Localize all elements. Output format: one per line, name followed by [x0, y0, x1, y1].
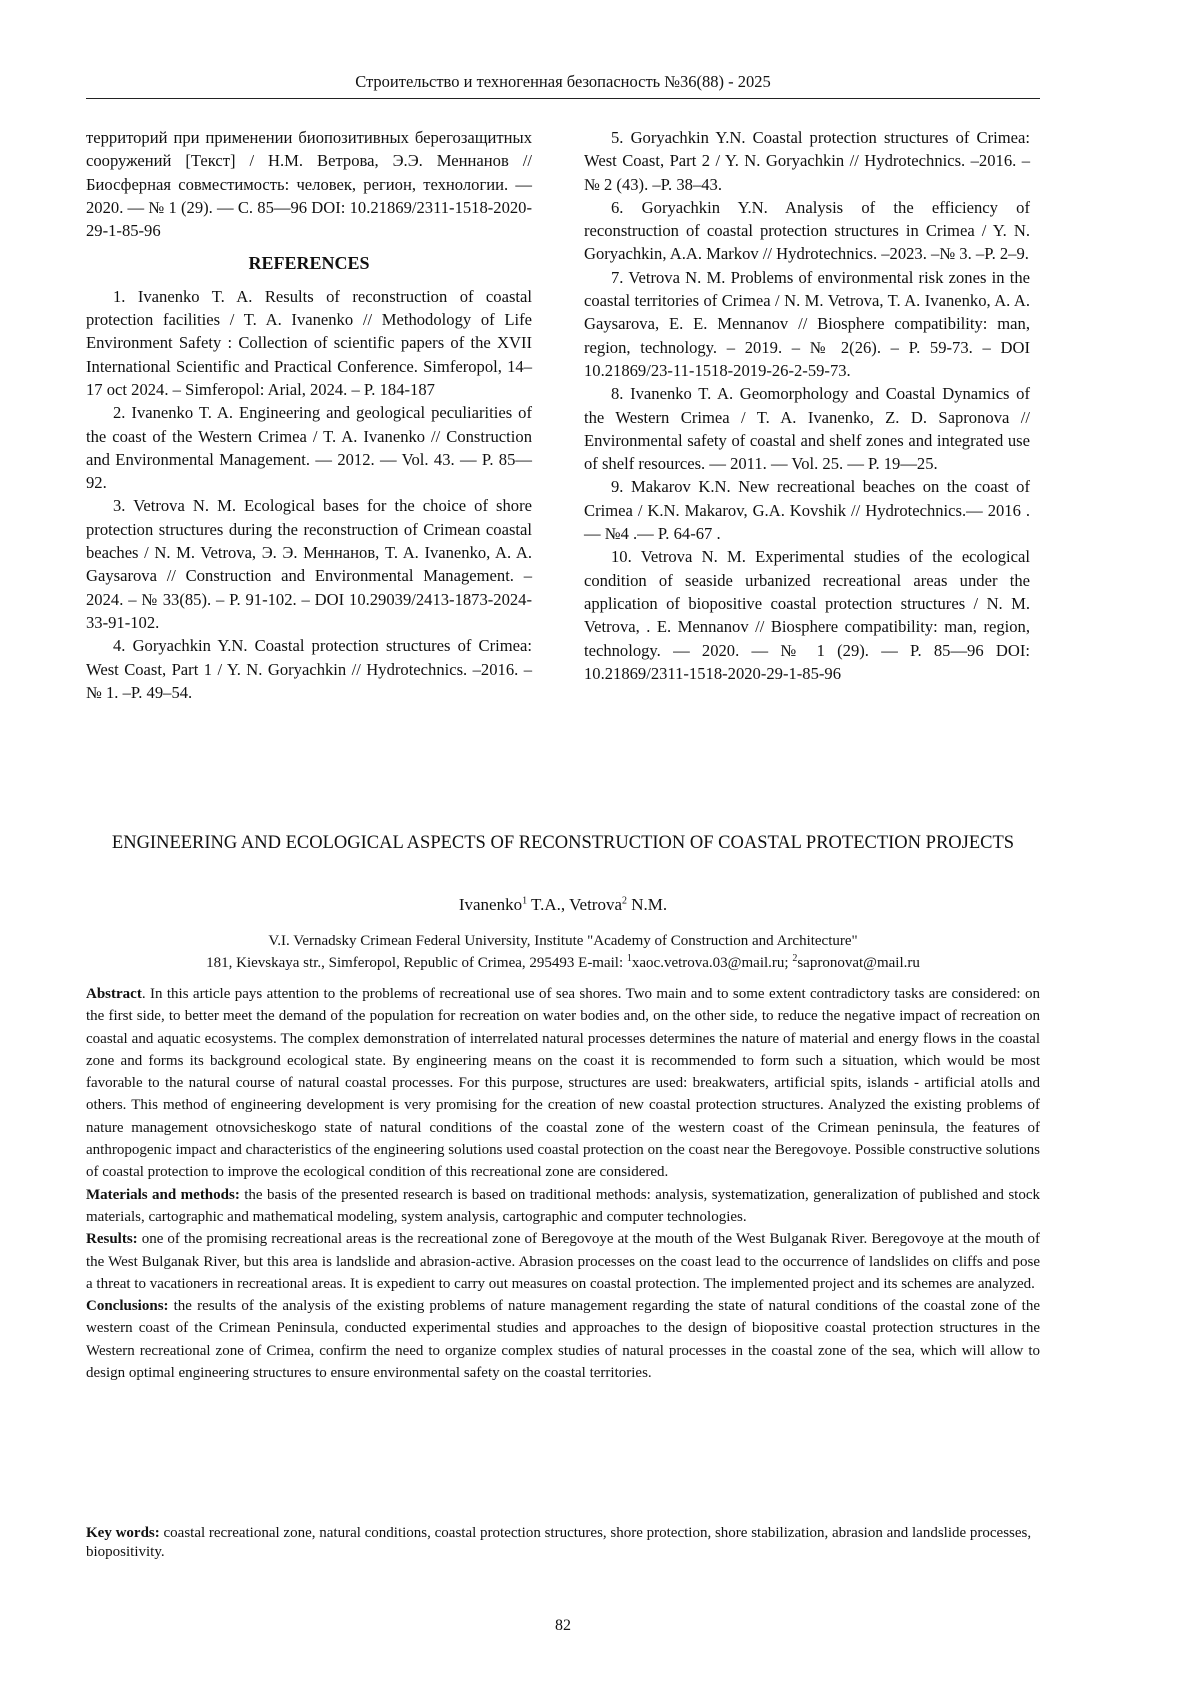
email-mark: 2: [792, 953, 798, 964]
methods-paragraph: [86, 1184, 1040, 1229]
email-2: sapronovat@mail.ru: [797, 955, 920, 971]
methods-text: the basis of the presented research is based on traditional methods: analysis, systematization, generalization of published and stock materials, cartographic and mathematical modeling, system analysis, cartographic and computer technologies.: [86, 1186, 1040, 1225]
reference-item: 10. Vetrova N. M. Experimental studies of the ecological condition of seaside urbanized recreational areas under the application of biopositive coastal protection structures / N. M. Vetrova, . E. Mennanov // Biosphere compatibility: man, region, technology. — 2020. — № 1 (29). — P. 85—96 DOI: 10.21869/2311-1518-2020-29-1-85-96: [584, 547, 1030, 683]
author-affil-mark: 2: [622, 895, 628, 907]
article-authors: [86, 893, 1040, 917]
reference-item: 4. Goryachkin Y.N. Coastal protection structures of Crimea: West Coast, Part 1 / Y. N. Goryachkin // Hydrotechnics. –2016. –№ 1. –P. 49–54.: [86, 636, 532, 702]
reference-carry-over: территорий при применении биопозитивных берегозащитных сооружений [Текст] / Н.М. Ветрова, Э.Э. Меннанов // Биосферная совместимость: человек, регион, технологии. — 2020. — № 1 (29). — С. 85—96 DOI: 10.21869/2311-1518-2020-29-1-85-96: [86, 128, 532, 241]
address: 181, Kievskaya str., Simferopol, Republic of Crimea, 295493 E-mail:: [206, 955, 627, 971]
author-initials: N.M.: [627, 895, 668, 914]
email-1: xaoc.vetrova.03@mail.ru;: [631, 955, 793, 971]
article-title: ENGINEERING AND ECOLOGICAL ASPECTS OF RECONSTRUCTION OF COASTAL PROTECTION PROJECTS: [111, 833, 1015, 853]
results-text: one of the promising recreational areas is the recreational zone of Beregovoye at the mouth of the West Bulganak River. Beregovoye at the mouth of the West Bulganak River, but this area is landslide and abrasion-active. Abrasion processes on the coast lead to the occurrence of landslides on cliffs and pose a threat to vacationers in recreational areas. It is expedient to carry out measures on coastal protection. The implemented project and its schemes are analyzed.: [86, 1231, 1040, 1292]
abstract-block: [86, 983, 1040, 1384]
keywords-text: coastal recreational zone, natural conditions, coastal protection structures, shore protection, shore stabilization, abrasion and landslide processes, biopositivity.: [86, 1525, 1032, 1560]
references-heading: REFERENCES: [248, 253, 370, 274]
conclusions-label: Conclusions:: [86, 1298, 169, 1315]
right-column: [584, 126, 1030, 685]
abstract-label: Abstract: [86, 986, 142, 1002]
affiliation: V.I. Vernadsky Crimean Federal University, Institute "Academy of Construction and Architecture": [268, 933, 858, 949]
keywords-paragraph: [86, 1524, 1040, 1562]
abstract-paragraph: [86, 983, 1040, 1184]
author-name: Ivanenko: [458, 895, 523, 914]
email-mark: 1: [626, 953, 632, 964]
reference-item: 6. Goryachkin Y.N. Analysis of the efficiency of reconstruction of coastal protection structures in Crimea / Y. N. Goryachkin, A.A. Markov // Hydrotechnics. –2023. –№ 3. –P. 2–9.: [584, 197, 1030, 264]
address-line: [86, 952, 1040, 974]
conclusions-text: the results of the analysis of the existing problems of nature management regarding the state of natural conditions of the coastal zone of the western coast of the Crimean Peninsula, conducted experimental studies and approaches to the design of biopositive coastal protection structures in the Western recreational zone of Crimea, confirm the need to organize complex studies of natural processes in the coastal zone of the sea, which will allow to design optimal engineering structures to ensure environmental safety on the coastal territories.: [86, 1298, 1040, 1382]
affiliation-block: [86, 930, 1040, 974]
reference-item: 7. Vetrova N. M. Problems of environmental risk zones in the coastal territories of Crimea / N. M. Vetrova, T. A. Ivanenko, A. A. Gaysarova, E. E. Mennanov // Biosphere compatibility: man, region, technology. – 2019. – № 2(26). – P. 59-73. – DOI 10.21869/23-11-1518-2019-26-2-59-73.: [584, 267, 1030, 380]
reference-item: 1. Ivanenko T. A. Results of reconstruction of coastal protection facilities / T. A. Ivanenko // Methodology of Life Environment Safety : Collection of scientific papers of the XVII International Scientific and Practical Conference. Simferopol, 14–17 oct 2024. – Simferopol: Arial, 2024. – P. 184-187: [86, 286, 532, 399]
keywords-label: Key words:: [86, 1525, 160, 1541]
reference-item: 8. Ivanenko T. A. Geomorphology and Coastal Dynamics of the Western Crimea / T. A. Ivanenko, Z. D. Sapronova // Environmental safety of coastal and shelf zones and integrated use of shelf resources. — 2011. — Vol. 25. — P. 19—25.: [584, 384, 1030, 474]
conclusions-paragraph: [86, 1295, 1040, 1384]
author-initials: T.A.,: [527, 895, 570, 914]
journal-header: Строительство и техногенная безопасность №36(88) - 2025: [86, 70, 1040, 99]
author-name: Vetrova: [569, 895, 623, 914]
reference-item: 5. Goryachkin Y.N. Coastal protection structures of Crimea: West Coast, Part 2 / Y. N. Goryachkin // Hydrotechnics. –2016. –№ 2 (43). –P. 38–43.: [584, 128, 1030, 194]
reference-item: 3. Vetrova N. M. Ecological bases for the choice of shore protection structures during the reconstruction of Crimean coastal beaches / N. M. Vetrova, Э. Э. Меннанов, T. A. Ivanenko, A. A. Gaysarova // Construction and Environmental Management. – 2024. – № 33(85). – P. 91-102. – DOI 10.29039/2413-1873-2024-33-91-102.: [86, 496, 532, 632]
results-paragraph: [86, 1228, 1040, 1295]
methods-label: Materials and methods:: [86, 1186, 240, 1203]
abstract-text: . In this article pays attention to the problems of recreational use of sea shores. Two main and to some extent contradictory tasks are considered: on the first side, to better meet the demand of the population for recreation on water bodies and, on the other side, to reduce the negative impact of recreation on coastal and aquatic ecosystems. The complex demonstration of interrelated natural processes determines the nature of material and energy flows in the coastal zone and forms its background ecological state. By engineering means on the coast it is recommended to form such a situation, which would be most favorable to the natural course of natural coastal processes. For this purpose, structures are used: breakwaters, artificial spits, islands - artificial atolls and others. This method of engineering development is very promising for the creation of new coastal protection structures. Analyzed the existing problems of nature management otnovsicheskogo state of natural conditions of the coastal zone of the western coast of the Crimean peninsula, the features of anthropogenic impact and characteristics of the engineering solutions used coastal protection on the coast near the Beregovoye. Possible constructive solutions of coastal protection to improve the ecological condition of this recreational zone are considered.: [86, 986, 1040, 1181]
reference-item: 2. Ivanenko T. A. Engineering and geological peculiarities of the coast of the Western Crimea / T. A. Ivanenko // Construction and Environmental Management. — 2012. — Vol. 43. — P. 85—92.: [86, 403, 532, 493]
page-number: 82: [555, 1617, 571, 1634]
reference-item: 9. Makarov K.N. New recreational beaches on the coast of Crimea / K.N. Makarov, G.A. Kovshik // Hydrotechnics.— 2016 .— №4 .— P. 64-67 .: [584, 477, 1030, 544]
results-label: Results:: [86, 1231, 138, 1248]
keywords-block: [86, 1524, 1040, 1562]
author-affil-mark: 1: [522, 895, 528, 907]
left-column: [86, 126, 532, 704]
